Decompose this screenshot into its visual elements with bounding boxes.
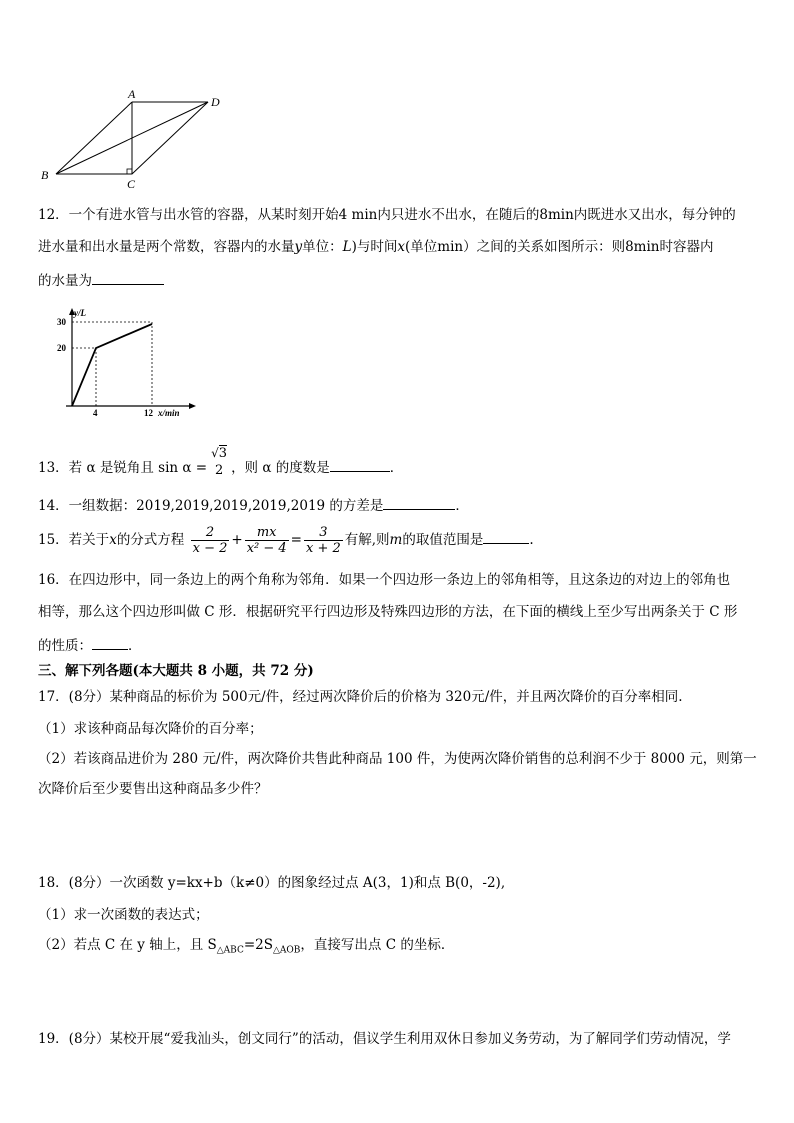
q18-part1: （1）求一次函数的表达式；: [38, 907, 209, 923]
q19-line1: 19．(8分）某校开展“爱我汕头，创文同行”的活动，倡议学生利用双休日参加义务劳动，为了解同学们劳动情况，学: [38, 1031, 731, 1047]
answer-blank[interactable]: [483, 529, 529, 544]
q17-part2-line2: 次降价后至少要售出这种商品多少件？: [38, 781, 268, 797]
q12-line2: 进水量和出水量是两个常数，容器内的水量y单位：L)与时间x(单位min）之间的关系如图所示：则8min时容器内: [38, 239, 714, 255]
q16-line3: 的性质： ．: [38, 635, 142, 655]
q17-part1: （1）求该种商品每次降价的百分率；: [38, 721, 263, 737]
q17-line1: 17．(8分）某种商品的标价为 500元/件，经过两次降价后的价格为 320元/件，并且两次降价的百分率相同.: [38, 689, 683, 705]
parallelogram-figure: [36, 86, 236, 194]
answer-blank[interactable]: [330, 457, 390, 472]
q12-line3: 的水量为: [38, 270, 164, 290]
label-d: D: [211, 95, 220, 109]
q12-line1: 12．一个有进水管与出水管的容器，从某时刻开始4 min内只进水不出水，在随后的8min内既进水又出水，每分钟的: [38, 207, 736, 223]
label-c: C: [127, 177, 136, 191]
q18-line1: 18．(8分）一次函数 y=kx+b（k≠0）的图象经过点 A(3，1)和点 B(0，-2),: [38, 875, 506, 891]
q17-part2-line1: （2）若该商品进价为 280 元/件，两次降价共售此种商品 100 件，为使两次降价销售的总利润不少于 8000 元，则第一: [38, 751, 757, 767]
q18-part2: （2）若点 C 在 y 轴上，且 $S_{\triangle ABC}=2S_{\triangle AOB}$，直接写出点 C 的坐标．: [38, 937, 455, 956]
q15-line: 15．若关于x的分式方程 $\frac{2}{x - 2}$ + $\frac{mx}{\text{x² − 4}}$ = $\frac{3}{x + 2}$ 有解,则m的取值范围是 .: [38, 525, 534, 556]
graph-y-tick-20: 20: [57, 343, 66, 353]
q16-line2: 相等，那么这个四边形叫做 C 形．根据研究平行四边形及特殊四边形的方法，在下面的横线上至少写出两条关于 C 形: [38, 604, 738, 620]
water-volume-graph: [46, 306, 206, 418]
graph-x-label: x/min: [158, 408, 180, 418]
q13-line: 13．若 α 是锐角且 sin α = $\frac{√3}{2}$ ，则 α 的度数是 ．: [38, 446, 404, 478]
graph-y-label: y/L: [74, 308, 86, 318]
q14-line: 14．一组数据：2019,2019,2019,2019,2019 的方差是 ．: [38, 495, 469, 515]
q16-line1: 16．在四边形中，同一条边上的两个角称为邻角．如果一个四边形一条边上的邻角相等，且这条边的对边上的邻角也: [38, 572, 731, 588]
label-a: A: [128, 87, 136, 101]
graph-x-tick-12: 12: [144, 408, 153, 418]
answer-blank[interactable]: [92, 270, 164, 285]
label-b: B: [41, 168, 49, 182]
graph-y-tick-30: 30: [57, 317, 66, 327]
answer-blank[interactable]: [92, 635, 128, 650]
graph-x-tick-4: 4: [93, 408, 98, 418]
answer-blank[interactable]: [383, 495, 455, 510]
section-heading: 三、解下列各题(本大题共 8 小题，共 72 分): [38, 663, 314, 679]
